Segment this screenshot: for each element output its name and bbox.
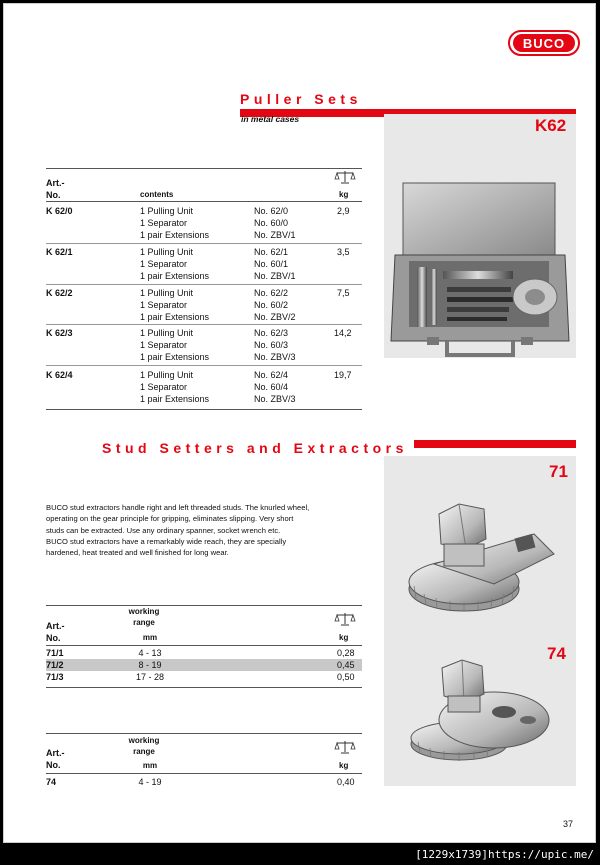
part-no: No. ZBV/3 [254,394,296,404]
content-item: 1 Pulling Unit [140,328,194,338]
description-line: BUCO stud extractors have a remarkably wide reach, they are specially [46,536,287,546]
art-no: 74 [46,777,57,787]
content-item: 1 pair Extensions [140,230,210,240]
range: 4 - 19 [138,777,162,787]
weight: 14,2 [334,328,352,338]
code-74: 74 [547,644,566,663]
part-no: No. ZBV/1 [254,271,296,281]
watermark-footer: [1229x1739]https://upic.me/ [0,845,600,865]
content-item: 1 Pulling Unit [140,288,194,298]
part-no: No. 60/0 [254,218,289,228]
table71-head-working: working [128,607,160,616]
puller-subtitle: in metal cases [241,114,300,124]
content-item: 1 Separator [140,300,188,310]
content-item: 1 Pulling Unit [140,247,194,257]
art-no: K 62/0 [46,206,73,216]
part-no: No. ZBV/2 [254,312,296,322]
content-item: 1 Separator [140,382,188,392]
weight: 0,50 [337,672,355,682]
puller-set-case-image [387,179,573,364]
catalog-page [3,3,596,843]
stud-extractor-71-image [404,494,564,619]
buco-logo [508,30,580,56]
table71-bottom-rule [46,687,362,688]
stud-description [46,502,362,558]
table74-head-range: range [133,747,155,756]
stud-title: Stud Setters and Extractors [102,440,414,456]
table71-head-kg: kg [339,633,349,642]
puller-table-head-rule [46,201,362,202]
table74-head-rule [46,773,362,774]
puller-head-art: Art.- [46,178,65,188]
part-no: No. ZBV/3 [254,352,296,362]
row-rule [46,324,362,325]
part-no: No. 60/2 [254,300,289,310]
weight: 7,5 [337,288,350,298]
scale-icon [334,740,356,754]
table71-head-rule [46,645,362,646]
content-item: 1 pair Extensions [140,352,210,362]
part-no: No. 62/1 [254,247,289,257]
page-number: 37 [562,819,573,829]
art-no: 71/2 [46,660,64,670]
scale-icon [334,170,356,184]
weight: 3,5 [337,247,350,257]
content-item: 1 Separator [140,259,188,269]
table74-head-art: Art.- [46,748,65,758]
content-item: 1 pair Extensions [140,312,210,322]
art-no: K 62/1 [46,247,73,257]
description-line: BUCO stud extractors handle right and left threaded studs. The knurled wheel, [46,503,310,512]
range: 4 - 13 [138,648,162,658]
description-line: studs can be extracted. Use any ordinary spanner, socket wrench etc. [46,525,281,535]
table71-head-art: Art.- [46,621,65,631]
description-line: hardened, heat treated and well finished for long wear. [46,548,229,558]
content-item: 1 Pulling Unit [140,370,194,380]
stud-extractor-74-image [404,654,564,769]
art-no: 71/1 [46,648,64,658]
row-rule [46,284,362,285]
puller-head-contents: contents [140,190,174,199]
weight: 0,45 [337,660,355,670]
row-rule [46,243,362,244]
puller-head-kg: kg [339,190,349,199]
part-no: No. 62/2 [254,288,289,298]
table74-head-kg: kg [339,761,349,770]
art-no: K 62/3 [46,328,73,338]
content-item: 1 pair Extensions [140,394,210,404]
code-k62: K62 [535,116,567,135]
part-no: No. 60/4 [254,382,289,392]
part-no: No. ZBV/1 [254,230,296,240]
content-item: 1 Separator [140,340,188,350]
table71-top-rule [46,605,362,606]
puller-title: Puller Sets [240,91,362,107]
part-no: No. 60/1 [254,259,289,269]
part-no: No. 62/3 [254,328,289,338]
scale-icon [334,612,356,626]
code-71: 71 [549,462,568,481]
content-item: 1 pair Extensions [140,271,210,281]
puller-table-bottom-rule [46,409,362,410]
content-item: 1 Separator [140,218,188,228]
weight: 2,9 [337,206,350,216]
art-no: 71/3 [46,672,64,682]
svg-text:BUCO: BUCO [522,36,566,51]
puller-head-no: No. [46,190,61,200]
description-line: operating on the gear principle for gripping, eliminates slipping. Very short [46,514,294,524]
highlighted-row-bg [46,659,362,671]
weight: 0,28 [337,648,355,658]
range: 17 - 28 [135,672,165,682]
table74-head-no: No. [46,760,61,770]
part-no: No. 62/0 [254,206,289,216]
art-no: K 62/4 [46,370,73,380]
table71-head-mm: mm [142,633,158,642]
weight: 19,7 [334,370,352,380]
range: 8 - 19 [138,660,162,670]
table71-head-no: No. [46,633,61,643]
table74-head-mm: mm [142,761,158,770]
weight: 0,40 [337,777,355,787]
table74-head-working: working [128,736,160,745]
table74-top-rule [46,733,362,734]
part-no: No. 62/4 [254,370,289,380]
art-no: K 62/2 [46,288,73,298]
part-no: No. 60/3 [254,340,289,350]
content-item: 1 Pulling Unit [140,206,194,216]
puller-table-top-rule [46,168,362,169]
row-rule [46,365,362,366]
table71-head-range: range [133,618,155,627]
